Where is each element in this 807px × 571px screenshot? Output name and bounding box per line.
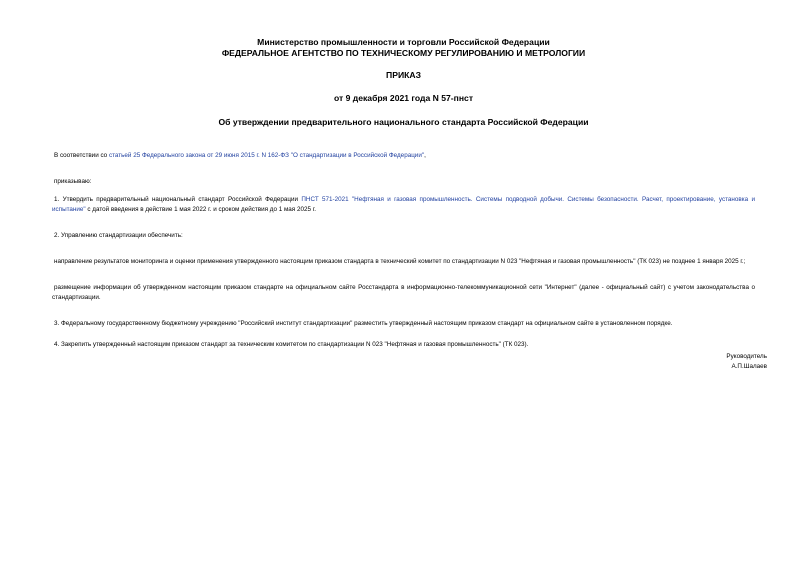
document-date-number: от 9 декабря 2021 года N 57-пнст [333, 92, 474, 103]
intro-suffix: , [424, 151, 426, 159]
intro-paragraph [52, 151, 755, 161]
agency-name: ФЕДЕРАЛЬНОЕ АГЕНТСТВО ПО ТЕХНИЧЕСКОМУ РЕГУЛИРОВАНИЮ И МЕТРОЛОГИИ [221, 47, 586, 58]
item-2-paragraph: 2. Управлению стандартизации обеспечить: [54, 231, 183, 239]
item-3-paragraph: 3. Федеральному государственному бюджетному учреждению "Российский институт стандартизации" разместить утвержденный настоящим приказом стандарт на официальном сайте в установленном порядке. [54, 319, 673, 327]
item-4-paragraph: 4. Закрепить утвержденный настоящим приказом стандарт за техническим комитетом по стандартизации N 023 "Нефтяная и газовая промышленность" (ТК 023). [54, 340, 529, 348]
standard-link[interactable]: ПНСТ 571-2021 "Нефтяная и газовая промышленность. Системы подводной добычи. Системы безопасности. Расчет, проектирование, установка и испытание" [52, 195, 755, 213]
document-subject: Об утверждении предварительного национального стандарта Российской Федерации [218, 117, 589, 127]
item-2a-paragraph: направление результатов мониторинга и оценки применения утвержденного настоящим приказом стандарта в технический комитет по стандартизации N 023 "Нефтяная и газовая промышленность" (ТК 023) не позднее 1 января 2025 г.; [54, 257, 746, 265]
intro-prefix: В соответствии со [54, 151, 109, 159]
item-2b-paragraph: размещение информации об утвержденном настоящим приказом стандарте на официальном сайте Росстандарта в информационно-телекоммуникационной сети "Интернет" (далее - официальный сайт) с учетом законодательства о стандартизации. [52, 283, 755, 301]
item-1-suffix: с датой введения в действие 1 мая 2022 г. и сроком действия до 1 мая 2025 г. [85, 205, 316, 213]
document-body [52, 151, 755, 350]
signature-block [726, 352, 767, 372]
item-1-paragraph [52, 195, 755, 215]
signatory-position: Руководитель [726, 353, 767, 360]
document-type: ПРИКАЗ [386, 70, 421, 80]
order-word: приказываю: [54, 177, 92, 185]
document-header [52, 0, 755, 128]
ministry-name: Министерство промышленности и торговли Российской Федерации [257, 37, 550, 47]
item-1-prefix: 1. Утвердить предварительный национальный стандарт Российской Федерации [54, 195, 302, 203]
federal-law-link[interactable]: статьей 25 Федерального закона от 29 июня 2015 г. N 162-ФЗ "О стандартизации в Российской Федерации" [108, 151, 425, 159]
signatory-name: А.П.Шалаев [731, 363, 767, 370]
